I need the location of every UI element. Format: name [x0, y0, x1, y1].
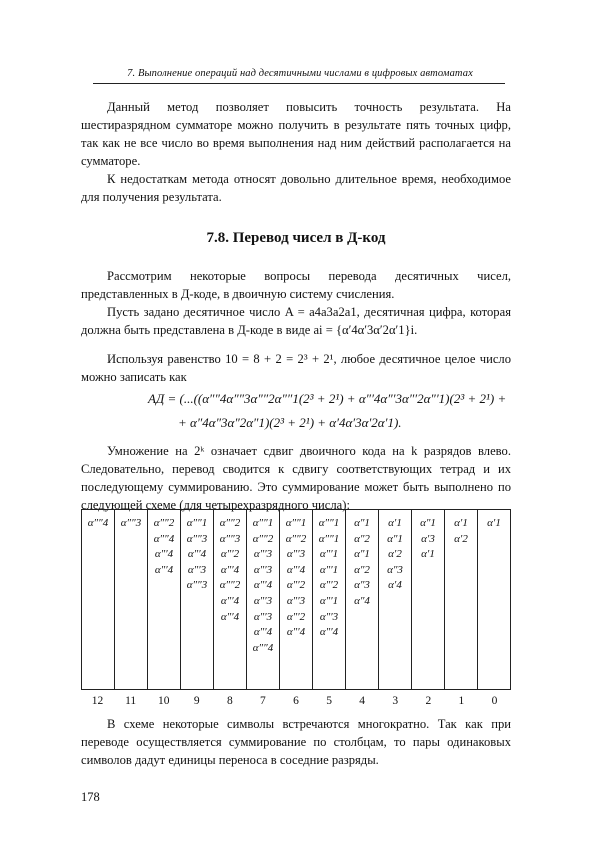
running-head: 7. Выполнение операций над десятичными числами в цифровых автоматах: [127, 68, 473, 79]
scheme-symbol: α″′4: [253, 626, 273, 639]
scheme-symbol: α″″1: [318, 532, 340, 545]
scheme-symbol: α′1: [421, 548, 435, 561]
scheme-symbol: α″″4: [153, 532, 175, 545]
scheme-symbol: α′3: [421, 532, 435, 545]
scheme-symbol: α″″1: [318, 517, 340, 529]
scheme-symbol: α″″4: [252, 641, 274, 654]
scheme-column: [412, 510, 445, 690]
column-number: 11: [125, 695, 137, 707]
scheme-symbol: α″″1: [252, 517, 274, 529]
scheme-symbol: α″3: [354, 579, 370, 592]
column-number: 5: [326, 695, 332, 707]
scheme-symbol: α″′4: [286, 563, 306, 576]
scheme-symbol: α″′2: [220, 548, 240, 561]
scheme-symbol: α″″2: [252, 532, 274, 545]
scheme-symbol: α″′3: [253, 563, 273, 576]
scheme-symbol: α″1: [354, 548, 370, 561]
scheme-symbol: α″′3: [253, 610, 273, 623]
paragraph-method-drawback: К недостаткам метода относят довольно длительное время, необходимое для получения результата.: [81, 172, 511, 204]
scheme-column: [478, 510, 511, 690]
scheme-column: [82, 510, 115, 690]
column-number: 1: [458, 695, 465, 707]
scheme-symbol: α″″4: [87, 517, 109, 529]
column-number: 9: [193, 695, 200, 707]
scheme-symbol: α″′3: [253, 548, 273, 561]
scheme-symbol: α″″2: [219, 579, 241, 592]
scheme-symbol: α″4: [354, 594, 370, 607]
scheme-symbol: α′1: [454, 517, 468, 529]
scheme-symbol: α″″1: [285, 517, 307, 529]
column-number: 8: [226, 695, 233, 707]
scheme-symbol: α′2: [388, 548, 402, 561]
scheme-symbol: α″″3: [186, 579, 208, 592]
column-number: 12: [91, 695, 104, 707]
scheme-symbol: α′4: [388, 579, 402, 592]
formula-line-2: + α″4α″3α″2α″1)(2³ + 2¹) + α′4α′3α′2α′1).: [178, 415, 402, 430]
scheme-symbol: α″″2: [219, 517, 241, 529]
scheme-column: [247, 510, 280, 690]
scheme-symbol: α″′4: [187, 548, 207, 561]
scheme-symbol: α″1: [387, 532, 403, 545]
scheme-symbol: α″″3: [186, 532, 208, 545]
column-number: 10: [157, 695, 170, 707]
scheme-symbol: α″′4: [220, 563, 240, 576]
paragraph-method-precision: Данный метод позволяет повысить точность результата. На шестиразрядном сумматоре можно получить в результате пять точных цифр, так как не все число во время выполнения над ним действий располагается на сумматоре.: [81, 100, 511, 168]
paragraph-number-definition: Пусть задано десятичное число A = a4a3a2a1, десятичная цифра, которая должна быть представлена в Д-коде в виде ai = {α′4α′3α′2α′1}i.: [81, 305, 511, 337]
paragraph-equality: Используя равенство 10 = 8 + 2 = 2³ + 2¹, любое десятичное целое число можно записать как: [81, 352, 511, 384]
summation-scheme-table: [81, 509, 511, 690]
scheme-symbol: α′2: [454, 532, 468, 545]
scheme-column: [148, 510, 181, 690]
column-number: 6: [293, 695, 299, 707]
scheme-symbol: α″′4: [286, 626, 306, 639]
scheme-symbol: α″′4: [319, 626, 339, 639]
scheme-symbol: α″′3: [187, 563, 207, 576]
scheme-symbol: α″″3: [219, 532, 241, 545]
scheme-symbol: α″3: [387, 563, 403, 576]
scheme-symbol: α′1: [487, 517, 501, 529]
scheme-symbol: α″1: [420, 517, 436, 529]
scheme-symbol: α″′2: [319, 579, 339, 592]
section-title: 7.8. Перевод чисел в Д-код: [206, 230, 386, 246]
paragraph-closing: В схеме некоторые символы встречаются многократно. Так как при переводе осуществляется суммирование по столбцам, то пары одинаковых символов дадут единицы переноса в соседние разряды.: [81, 717, 511, 767]
scheme-symbol: α″′2: [286, 610, 306, 623]
scheme-symbol: α″′1: [319, 563, 339, 576]
column-number: 2: [425, 695, 432, 707]
scheme-symbol: α″′4: [154, 563, 174, 576]
scheme-column: [214, 510, 247, 690]
scheme-column: [115, 510, 148, 690]
scheme-symbol: α″2: [354, 532, 370, 545]
scheme-symbol: α″′3: [319, 610, 339, 623]
column-number: 3: [392, 695, 399, 707]
scheme-symbol: α″″2: [285, 532, 307, 545]
column-number: 0: [491, 695, 498, 707]
scheme-symbol: α″′4: [220, 594, 240, 607]
scheme-symbol: α″′4: [154, 548, 174, 561]
column-number: 4: [359, 695, 366, 707]
scheme-column: [181, 510, 214, 690]
scheme-column: [313, 510, 346, 690]
scheme-column: [445, 510, 478, 690]
scheme-symbol: α″2: [354, 563, 370, 576]
scheme-symbol: α″′3: [286, 594, 306, 607]
scheme-symbol: α″″3: [120, 517, 142, 529]
scheme-symbol: α″′3: [286, 548, 306, 561]
scheme-symbol: α″′1: [319, 594, 339, 607]
scheme-symbol: α′1: [388, 517, 402, 529]
scheme-column: [346, 510, 379, 690]
scheme-symbol: α″″2: [153, 517, 175, 529]
column-number: 7: [260, 695, 266, 707]
scheme-column: [379, 510, 412, 690]
scheme-symbol: α″″1: [186, 517, 208, 529]
scheme-column: [280, 510, 313, 690]
scheme-symbol: α″1: [354, 517, 370, 529]
scheme-symbol: α″′4: [220, 610, 240, 623]
page-number: 178: [81, 790, 100, 804]
paragraph-intro: Рассмотрим некоторые вопросы перевода десятичных чисел, представленных в Д-коде, в двоичную систему счисления.: [81, 269, 511, 301]
scheme-symbol: α″′2: [286, 579, 306, 592]
scheme-symbol: α″′3: [253, 594, 273, 607]
formula-line-1: AД = (...((α″″4α″″3α″″2α″″1(2³ + 2¹) + α″′4α″′3α″′2α″′1)(2³ + 2¹) +: [148, 391, 507, 406]
scheme-symbol: α″′4: [253, 579, 273, 592]
header-rule: [93, 83, 505, 84]
scheme-symbol: α″′1: [319, 548, 339, 561]
column-number-row: [81, 695, 511, 707]
paragraph-shift-explanation: Умножение на 2ᵏ означает сдвиг двоичного кода на k разрядов влево. Следовательно, перевод сводится к сдвигу соответствующих тетрад и их последующему суммированию. Это суммирование может быть выполнено по следующей схеме (для четырехразрядного числа):: [81, 444, 511, 512]
